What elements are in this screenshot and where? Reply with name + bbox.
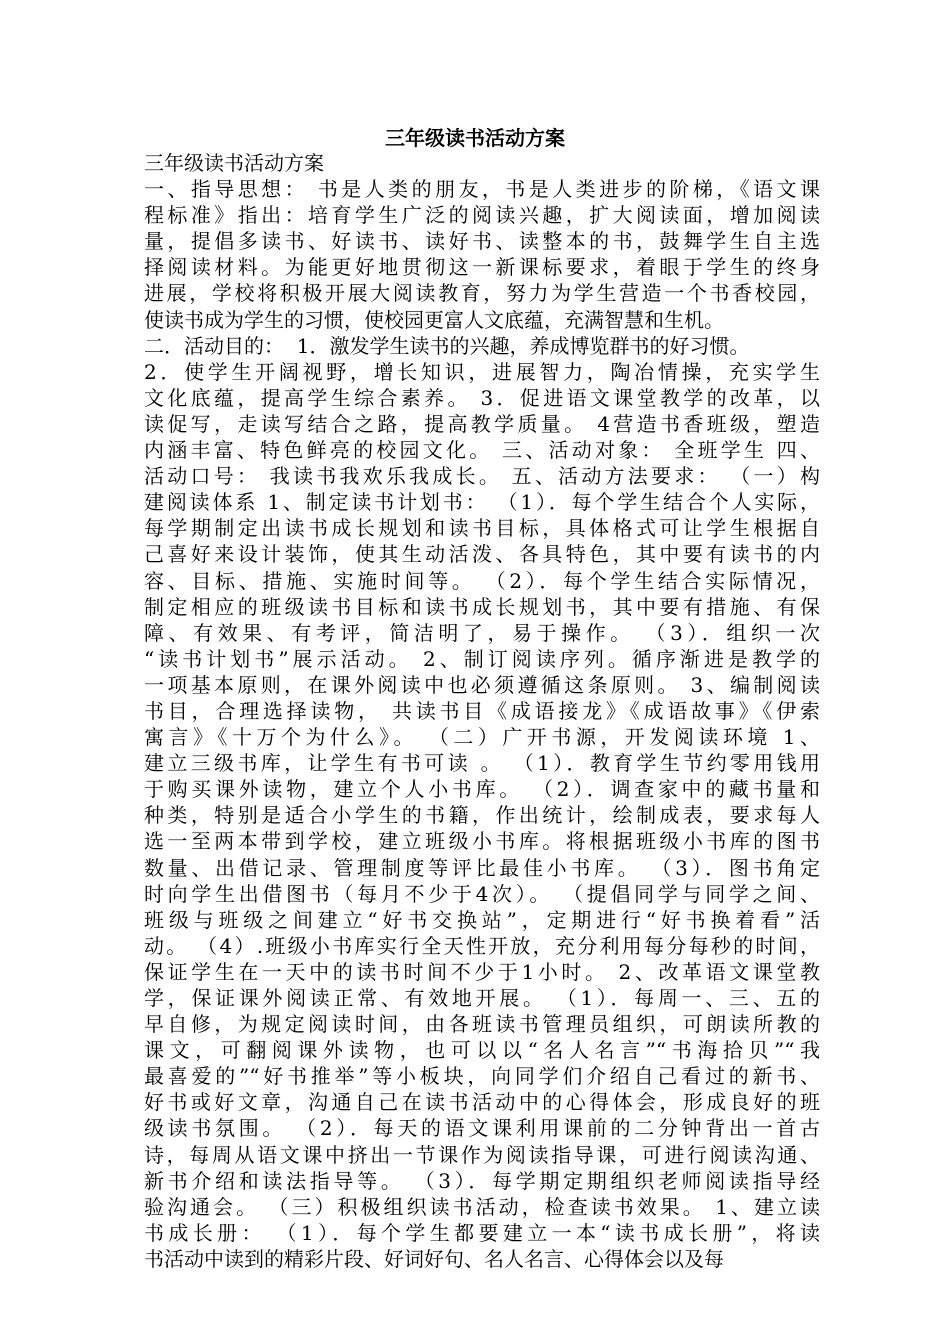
document-body <box>144 150 820 1272</box>
text-line: 读促写，走读写结合之路，提高教学质量。 4营造书香班级，塑造 <box>144 411 820 436</box>
document-subtitle-line: 三年级读书活动方案 <box>144 151 324 175</box>
text-line: 班级与班级之间建立“好书交换站”，定期进行“好书换着看”活 <box>144 907 820 932</box>
text-line: 书活动中读到的精彩片段、好词好句、名人名言、心得体会以及每 <box>144 1246 724 1271</box>
text-line: 2．使学生开阔视野，增长知识，进展智力，陶冶情操，充实学生 <box>144 359 820 384</box>
text-line: 程标准》指出：培育学生广泛的阅读兴趣，扩大阅读面，增加阅读 <box>144 203 820 228</box>
text-line: 保证学生在一天中的读书时间不少于1小时。 2、改革语文课堂教 <box>144 959 820 984</box>
text-line: 择阅读材料。为能更好地贯彻这一新课标要求，着眼于学生的终身 <box>144 255 820 280</box>
text-line: 时向学生出借图书（每月不少于4次）。 （提倡同学与同学之间、 <box>144 881 820 906</box>
text-line: 内涵丰富、特色鲜亮的校园文化。 三、活动对象： 全班学生 四、 <box>144 438 820 463</box>
text-line: 书目，合理选择读物， 共读书目《成语接龙》《成语故事》《伊索 <box>144 698 820 723</box>
text-line: 建立三级书库，让学生有书可读 。 （1）．教育学生节约零用钱用 <box>144 751 820 776</box>
text-line: 建阅读体系 1、制定读书计划书： （1）．每个学生结合个人实际， <box>144 490 820 515</box>
text-line: 级读书氛围。 （2）．每天的语文课利用课前的二分钟背出一首古 <box>144 1116 820 1141</box>
text-line: 活动口号： 我读书我欢乐我成长。 五、活动方法要求： （一）构 <box>144 464 820 489</box>
text-line: 书成长册： （1）．每个学生都要建立一本“读书成长册”，将读 <box>144 1220 820 1245</box>
text-line: 种类，特别是适合小学生的书籍，作出统计，绘制成表，要求每人 <box>144 803 820 828</box>
text-line: 学，保证课外阅读正常、有效地开展。 （1）．每周一、三、五的 <box>144 986 820 1010</box>
text-line: 新书介绍和读法指导等。 （3）．每学期定期组织老师阅读指导经 <box>144 1168 820 1193</box>
text-line: 一项基本原则，在课外阅读中也必须遵循这条原则。 3、编制阅读 <box>144 672 820 697</box>
text-line: 课文，可翻阅课外读物，也可以以“名人名言”“书海拾贝”“我 <box>144 1038 820 1063</box>
text-line: 每学期制定出读书成长规划和读书目标，具体格式可让学生根据自 <box>144 516 820 541</box>
text-line: 于购买课外读物，建立个人小书库。 （2）．调查家中的藏书量和 <box>144 777 820 802</box>
text-line: 容、目标、措施、实施时间等。 （2）．每个学生结合实际情况， <box>144 568 820 593</box>
text-line: 进展，学校将积极开展大阅读教育，努力为学生营造一个书香校园， <box>144 281 820 306</box>
text-line: 量，提倡多读书、好读书、读好书、读整本的书，鼓舞学生自主选 <box>144 229 820 254</box>
text-line: 使读书成为学生的习惯，使校园更富人文底蕴，充满智慧和生机。 <box>144 307 724 332</box>
text-line: 验沟通会。 （三）积极组织读书活动，检查读书效果。 1、建立读 <box>144 1194 820 1219</box>
text-line: 数量、出借记录、管理制度等评比最佳小书库。 （3）．图书角定 <box>144 855 820 880</box>
text-line: 诗，每周从语文课中挤出一节课作为阅读指导课，可进行阅读沟通、 <box>144 1142 820 1167</box>
document-title: 三年级读书活动方案 <box>385 126 565 150</box>
text-line: 文化底蕴，提高学生综合素养。 3．促进语文课堂教学的改革，以 <box>144 385 820 410</box>
text-line: 最喜爱的”“好书推举”等小板块，向同学们介绍自己看过的新书、 <box>144 1064 820 1089</box>
text-line: 障、有效果、有考评，简洁明了，易于操作。 （3）．组织一次 <box>144 620 820 645</box>
text-line: 选一至两本带到学校，建立班级小书库。将根据班级小书库的图书 <box>144 829 820 854</box>
text-line: 二．活动目的： 1．激发学生读书的兴趣，养成博览群书的好习惯。 <box>144 333 750 358</box>
text-line: 制定相应的班级读书目标和读书成长规划书，其中要有措施、有保 <box>144 594 820 619</box>
text-line: 一、指导思想： 书是人类的朋友，书是人类进步的阶梯，《语文课 <box>144 177 820 202</box>
text-line: 寓言》《十万个为什么》。 （二）广开书源，开发阅读环境 1、 <box>144 725 820 750</box>
text-line: 己喜好来设计装饰，使其生动活泼、各具特色，其中要有读书的内 <box>144 542 820 567</box>
text-line: 动。 （4）.班级小书库实行全天性开放，充分利用每分每秒的时间， <box>144 933 820 958</box>
text-line: 早自修，为规定阅读时间，由各班读书管理员组织，可朗读所教的 <box>144 1012 820 1037</box>
text-line: “读书计划书”展示活动。 2、制订阅读序列。循序渐进是教学的 <box>144 646 820 671</box>
text-line: 好书或好文章，沟通自己在读书活动中的心得体会，形成良好的班 <box>144 1090 820 1115</box>
